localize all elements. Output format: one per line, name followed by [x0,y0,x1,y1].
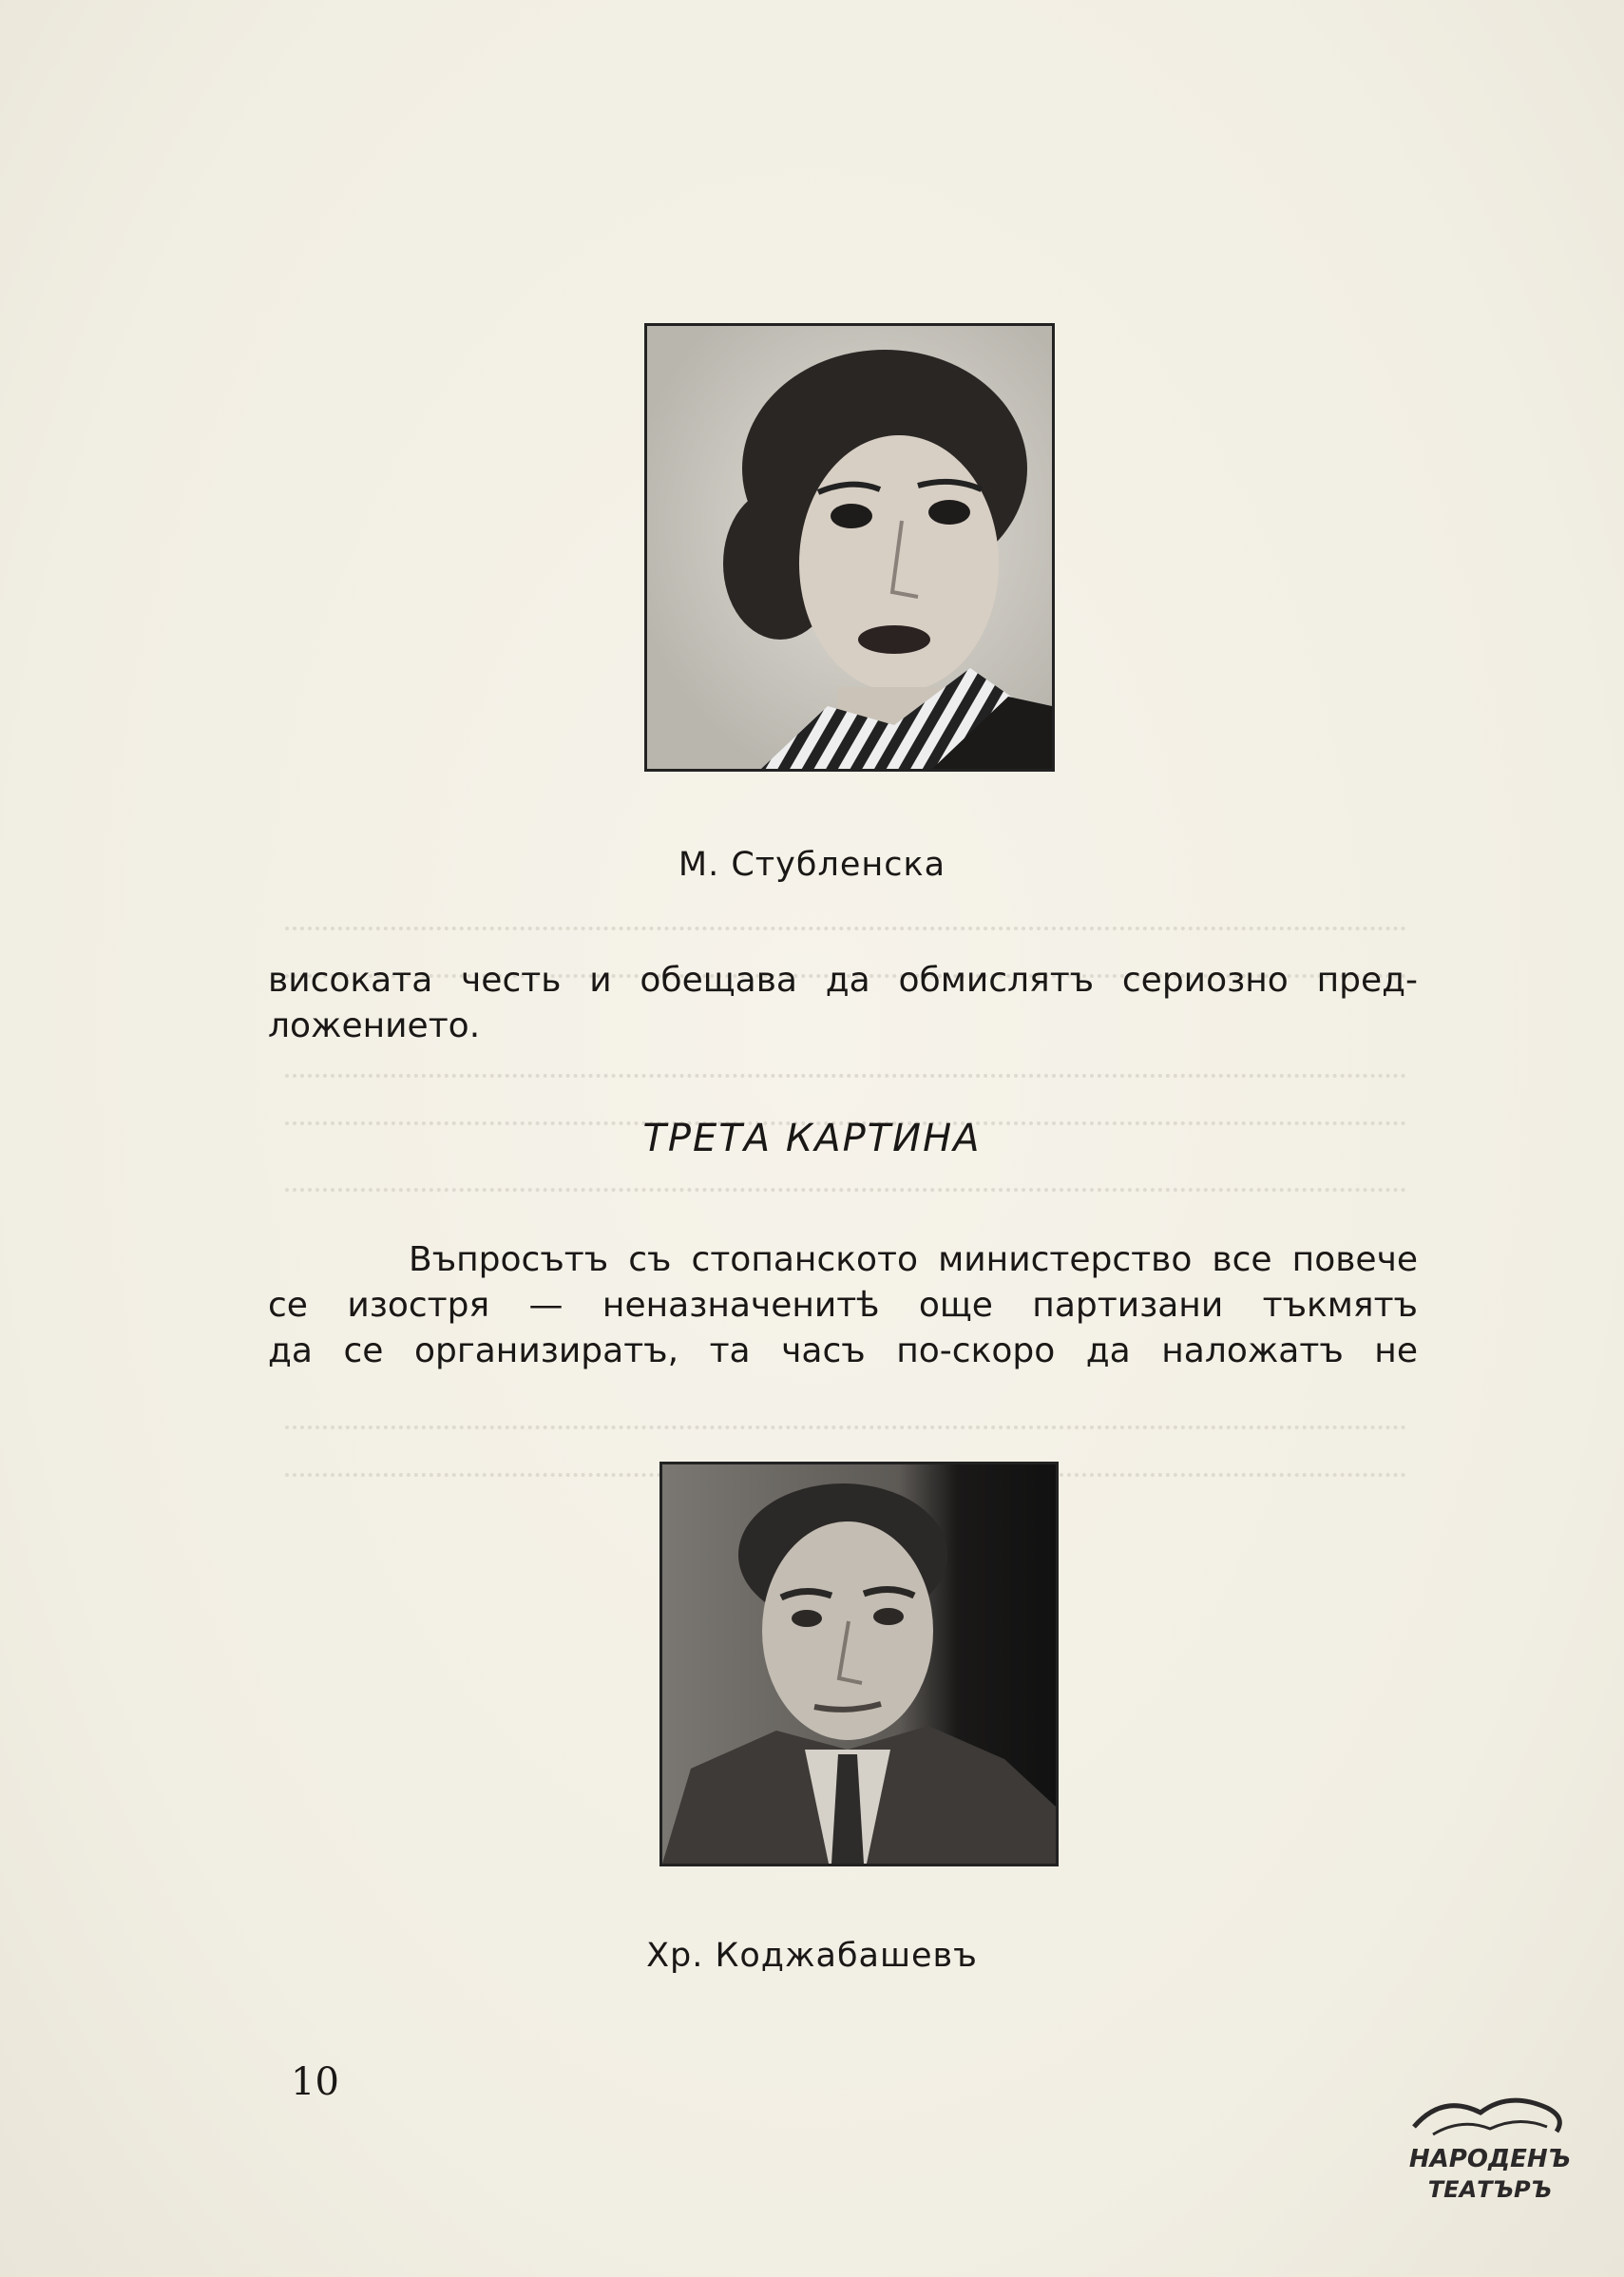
svg-text:ТЕАТЪРЪ: ТЕАТЪРЪ [1427,2176,1553,2203]
stamp-logo-icon [1404,2089,1576,2209]
portrait-caption-2: Хр. Коджабашевъ [646,1937,978,1975]
svg-text:НАРОДЕНЪ: НАРОДЕНЪ [1408,2145,1572,2173]
text-line: ложението. [268,1006,481,1045]
theatre-stamp [1404,2089,1576,2209]
portrait-man-icon [662,1464,1056,1864]
portrait-woman-icon [647,326,1052,769]
portrait-photo-kodzhabashev [659,1462,1059,1866]
section-heading: ТРЕТА КАРТИНА [642,1117,982,1160]
text-line: Въпросътъ съ стопанското министерство все повече [409,1240,1418,1279]
text-line: високата честь и обещава да обмислятъ сериозно пред- [268,961,1418,1000]
text-line: се изостря — неназначенитѣ още партизани тъкмятъ [268,1286,1418,1325]
page-number: 10 [291,2060,339,2104]
portrait-caption-1: М. Стубленска [678,846,946,884]
text-line: да се организиратъ, та часъ по-скоро да наложатъ не [268,1331,1418,1370]
portrait-photo-stublenska [644,323,1055,772]
